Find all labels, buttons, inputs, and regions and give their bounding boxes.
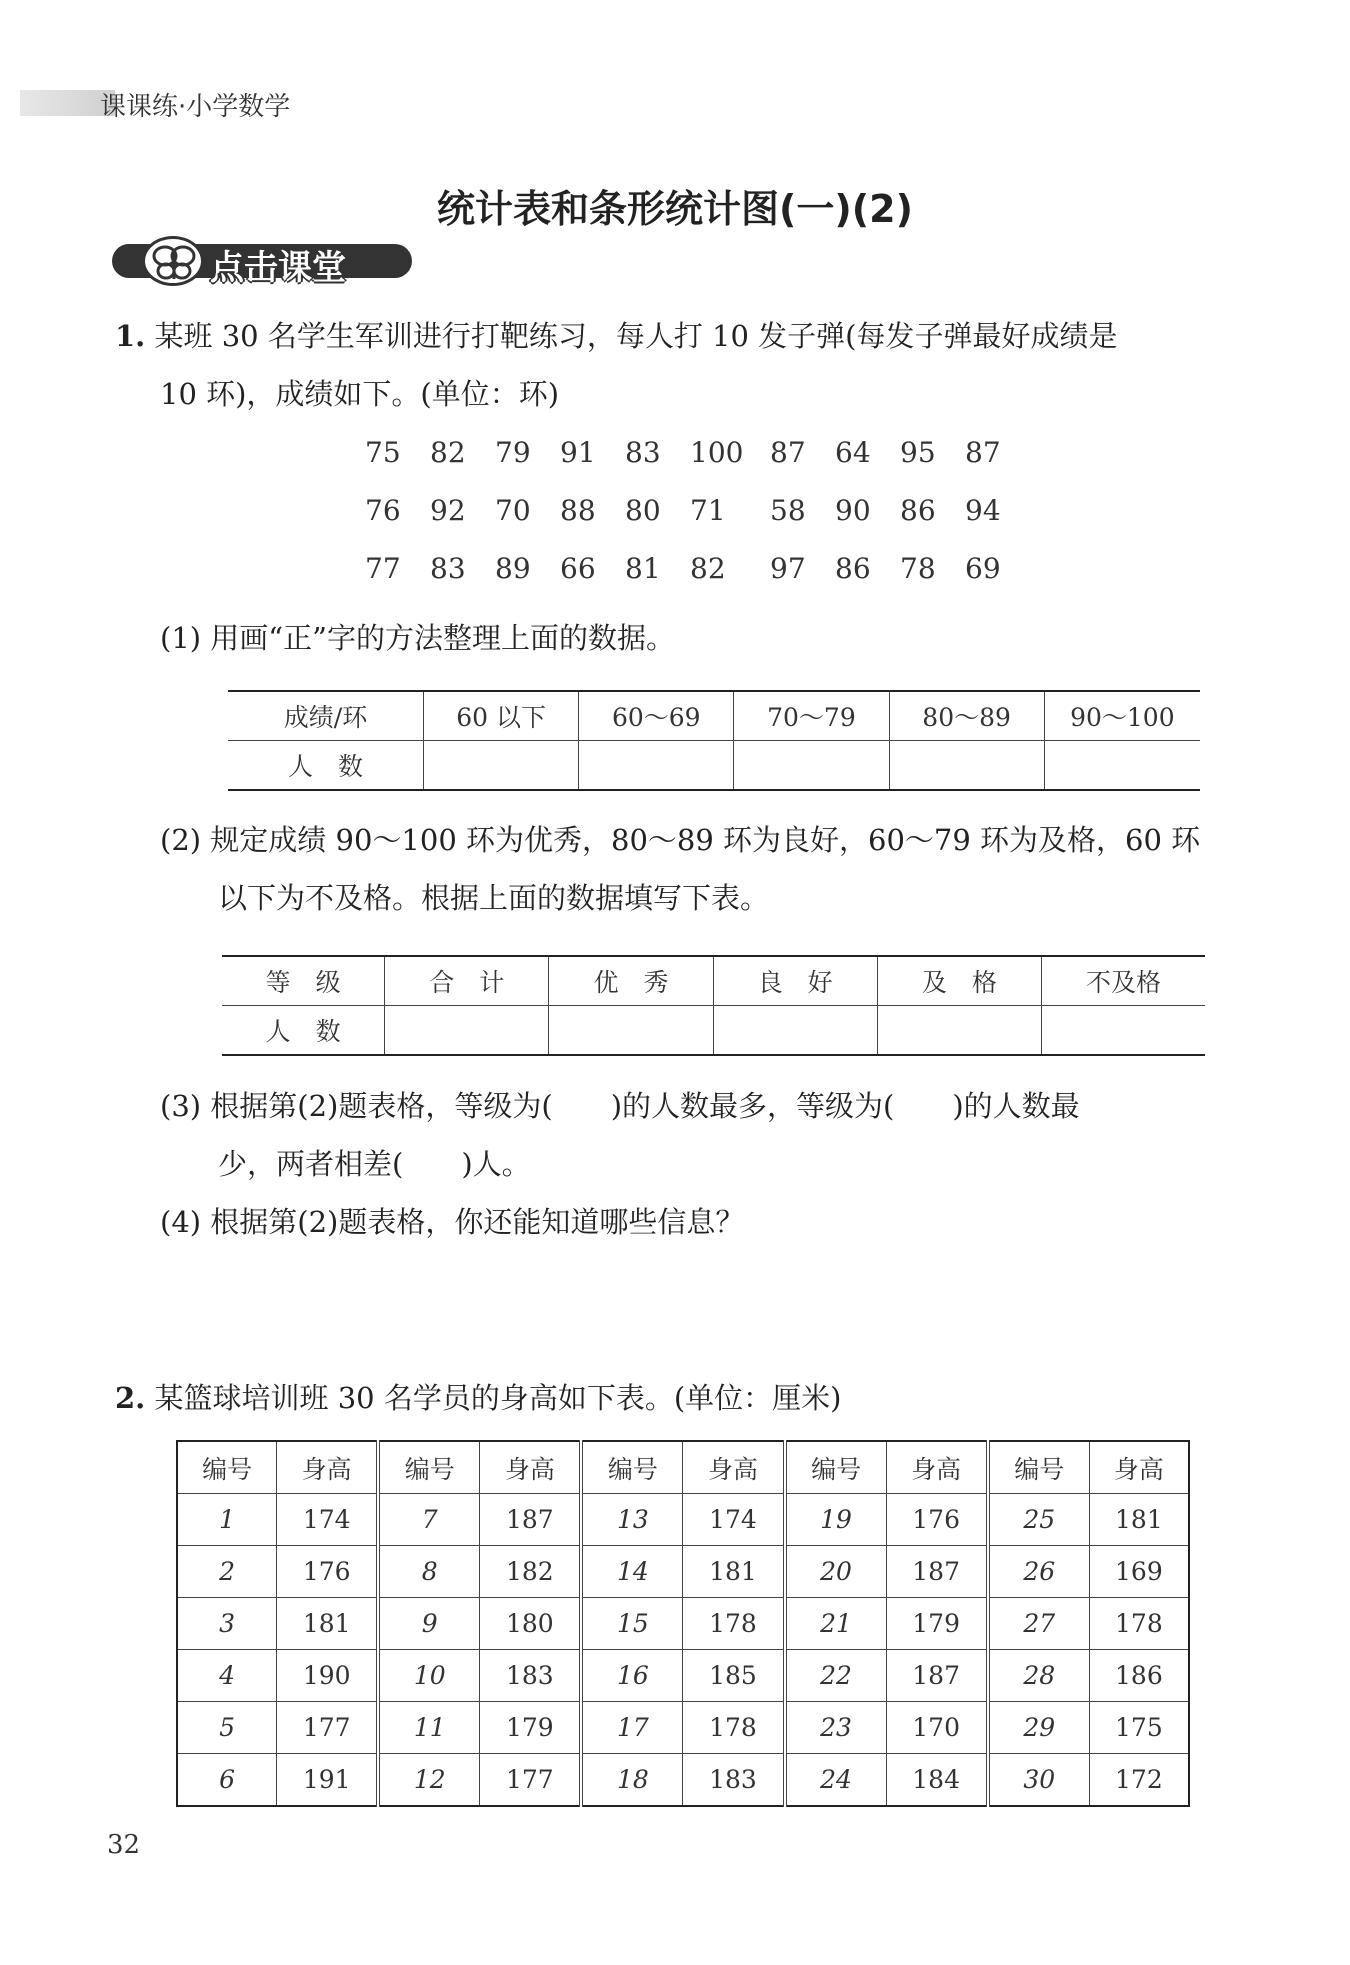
student-height: 178 (683, 1702, 785, 1754)
student-id: 9 (378, 1598, 480, 1650)
book-title: 课课练·小学数学 (100, 92, 291, 122)
student-height: 176 (886, 1494, 988, 1546)
student-height: 187 (886, 1650, 988, 1702)
score-value: 70 (495, 494, 531, 527)
score-value: 78 (900, 552, 936, 585)
grade-count-row (222, 1006, 1205, 1056)
score-value: 91 (560, 436, 596, 469)
student-height: 180 (480, 1598, 582, 1650)
table-header: 不及格 (1041, 956, 1205, 1006)
answer-cell[interactable] (1044, 741, 1200, 791)
student-id: 18 (581, 1754, 683, 1807)
table-header: 等 级 (222, 956, 385, 1006)
student-id: 10 (378, 1650, 480, 1702)
student-id: 2 (177, 1546, 277, 1598)
student-id: 21 (785, 1598, 887, 1650)
table-row (177, 1494, 1189, 1546)
student-height: 187 (886, 1546, 988, 1598)
student-height: 181 (683, 1546, 785, 1598)
student-height: 186 (1089, 1650, 1189, 1702)
score-value: 80 (625, 494, 661, 527)
score-value: 82 (690, 552, 726, 585)
q1-part1: (1) 用画“正”字的方法整理上面的数据。 (160, 621, 675, 655)
q1-part2-line2: 以下为不及格。根据上面的数据填写下表。 (218, 881, 770, 915)
score-value: 88 (560, 494, 596, 527)
table-header: 成绩/环 (228, 691, 424, 741)
score-value: 69 (965, 552, 1001, 585)
q1-part4: (4) 根据第(2)题表格，你还能知道哪些信息？ (160, 1205, 745, 1239)
table-row (177, 1546, 1189, 1598)
grade-header-row (222, 956, 1205, 1006)
student-id: 12 (378, 1754, 480, 1807)
student-height: 177 (480, 1754, 582, 1807)
answer-cell[interactable] (877, 1006, 1041, 1056)
height-table (176, 1440, 1190, 1807)
row-label: 人 数 (288, 752, 364, 781)
student-id: 23 (785, 1702, 887, 1754)
student-id: 25 (988, 1494, 1090, 1546)
col-header-id: 编号 (581, 1441, 683, 1494)
score-value: 90 (835, 494, 871, 527)
student-height: 183 (683, 1754, 785, 1807)
student-height: 187 (480, 1494, 582, 1546)
q2-line (115, 1378, 841, 1418)
answer-cell[interactable] (889, 741, 1044, 791)
score-value: 71 (690, 494, 726, 527)
student-height: 169 (1089, 1546, 1189, 1598)
student-id: 17 (581, 1702, 683, 1754)
student-height: 170 (886, 1702, 988, 1754)
q1-line2: 10 环)，成绩如下。(单位：环) (160, 377, 560, 411)
student-height: 176 (277, 1546, 379, 1598)
student-id: 4 (177, 1650, 277, 1702)
student-id: 6 (177, 1754, 277, 1807)
student-height: 174 (277, 1494, 379, 1546)
table-row (177, 1598, 1189, 1650)
table-row (177, 1754, 1189, 1807)
answer-cell[interactable] (579, 741, 734, 791)
answer-cell[interactable] (1041, 1006, 1205, 1056)
student-height: 178 (1089, 1598, 1189, 1650)
page-title: 统计表和条形统计图(一)(2) (437, 187, 913, 231)
student-height: 181 (1089, 1494, 1189, 1546)
table-header: 70～79 (734, 691, 889, 741)
table-header: 及 格 (877, 956, 1041, 1006)
student-id: 5 (177, 1702, 277, 1754)
col-header-id: 编号 (988, 1441, 1090, 1494)
student-height: 172 (1089, 1754, 1189, 1807)
student-height: 191 (277, 1754, 379, 1807)
score-value: 83 (430, 552, 466, 585)
table-header-row (177, 1441, 1189, 1494)
answer-cell[interactable] (734, 741, 889, 791)
tally-count-row (228, 741, 1200, 791)
score-value: 83 (625, 436, 661, 469)
col-header-height: 身高 (1089, 1441, 1189, 1494)
student-height: 179 (886, 1598, 988, 1650)
student-height: 175 (1089, 1702, 1189, 1754)
student-id: 14 (581, 1546, 683, 1598)
student-id: 11 (378, 1702, 480, 1754)
score-value: 86 (900, 494, 936, 527)
q1-line1 (115, 316, 1118, 356)
col-header-id: 编号 (785, 1441, 887, 1494)
student-height: 183 (480, 1650, 582, 1702)
answer-cell[interactable] (424, 741, 579, 791)
answer-cell[interactable] (385, 1006, 549, 1056)
table-header: 合 计 (385, 956, 549, 1006)
answer-cell[interactable] (713, 1006, 877, 1056)
table-header: 90～100 (1044, 691, 1200, 741)
student-height: 185 (683, 1650, 785, 1702)
score-value: 94 (965, 494, 1001, 527)
student-id: 27 (988, 1598, 1090, 1650)
grade-table (222, 955, 1205, 1056)
student-height: 174 (683, 1494, 785, 1546)
q1-part3-line2: 少，两者相差( )人。 (218, 1147, 531, 1181)
student-height: 178 (683, 1598, 785, 1650)
table-header: 良 好 (713, 956, 877, 1006)
col-header-height: 身高 (480, 1441, 582, 1494)
score-value: 79 (495, 436, 531, 469)
table-header: 80～89 (889, 691, 1044, 741)
tally-table (228, 690, 1200, 791)
student-id: 30 (988, 1754, 1090, 1807)
table-header: 优 秀 (549, 956, 713, 1006)
student-id: 3 (177, 1598, 277, 1650)
col-header-height: 身高 (277, 1441, 379, 1494)
student-id: 15 (581, 1598, 683, 1650)
score-value: 97 (770, 552, 806, 585)
score-value: 95 (900, 436, 936, 469)
score-value: 76 (365, 494, 401, 527)
q2-text: 某篮球培训班 30 名学员的身高如下表。(单位：厘米) (154, 1381, 842, 1415)
tally-header-row (228, 691, 1200, 741)
student-id: 13 (581, 1494, 683, 1546)
score-value: 87 (770, 436, 806, 469)
score-value: 81 (625, 552, 661, 585)
table-header: 60～69 (579, 691, 734, 741)
q1-part2-line1: (2) 规定成绩 90～100 环为优秀，80～89 环为良好，60～79 环为及格，60 环 (160, 823, 1201, 857)
score-value: 92 (430, 494, 466, 527)
student-id: 22 (785, 1650, 887, 1702)
student-id: 8 (378, 1546, 480, 1598)
col-header-height: 身高 (683, 1441, 785, 1494)
student-id: 1 (177, 1494, 277, 1546)
col-header-id: 编号 (378, 1441, 480, 1494)
score-value: 77 (365, 552, 401, 585)
col-header-id: 编号 (177, 1441, 277, 1494)
score-value: 64 (835, 436, 871, 469)
student-id: 26 (988, 1546, 1090, 1598)
table-row (177, 1702, 1189, 1754)
section-badge (112, 236, 422, 286)
score-value: 66 (560, 552, 596, 585)
student-height: 190 (277, 1650, 379, 1702)
q1-text: 某班 30 名学生军训进行打靶练习，每人打 10 发子弹(每发子弹最好成绩是 (154, 319, 1118, 353)
section-label: 点击课堂 (210, 248, 346, 288)
score-value: 75 (365, 436, 401, 469)
score-value: 86 (835, 552, 871, 585)
student-height: 177 (277, 1702, 379, 1754)
q2-number: 2. (115, 1381, 146, 1415)
butterfly-icon (142, 236, 204, 286)
score-value: 89 (495, 552, 531, 585)
student-id: 29 (988, 1702, 1090, 1754)
score-value: 100 (690, 436, 744, 469)
q1-part3-line1: (3) 根据第(2)题表格，等级为( )的人数最多，等级为( )的人数最 (160, 1089, 1080, 1123)
student-id: 19 (785, 1494, 887, 1546)
q1-number: 1. (115, 319, 146, 353)
student-height: 184 (886, 1754, 988, 1807)
student-id: 20 (785, 1546, 887, 1598)
student-height: 182 (480, 1546, 582, 1598)
row-label: 人 数 (265, 1017, 341, 1046)
page-number: 32 (107, 1830, 141, 1860)
student-height: 179 (480, 1702, 582, 1754)
col-header-height: 身高 (886, 1441, 988, 1494)
student-id: 16 (581, 1650, 683, 1702)
score-value: 82 (430, 436, 466, 469)
answer-cell[interactable] (549, 1006, 713, 1056)
student-id: 24 (785, 1754, 887, 1807)
score-value: 58 (770, 494, 806, 527)
table-header: 60 以下 (424, 691, 579, 741)
student-height: 181 (277, 1598, 379, 1650)
table-row (177, 1650, 1189, 1702)
score-value: 87 (965, 436, 1001, 469)
student-id: 7 (378, 1494, 480, 1546)
student-id: 28 (988, 1650, 1090, 1702)
